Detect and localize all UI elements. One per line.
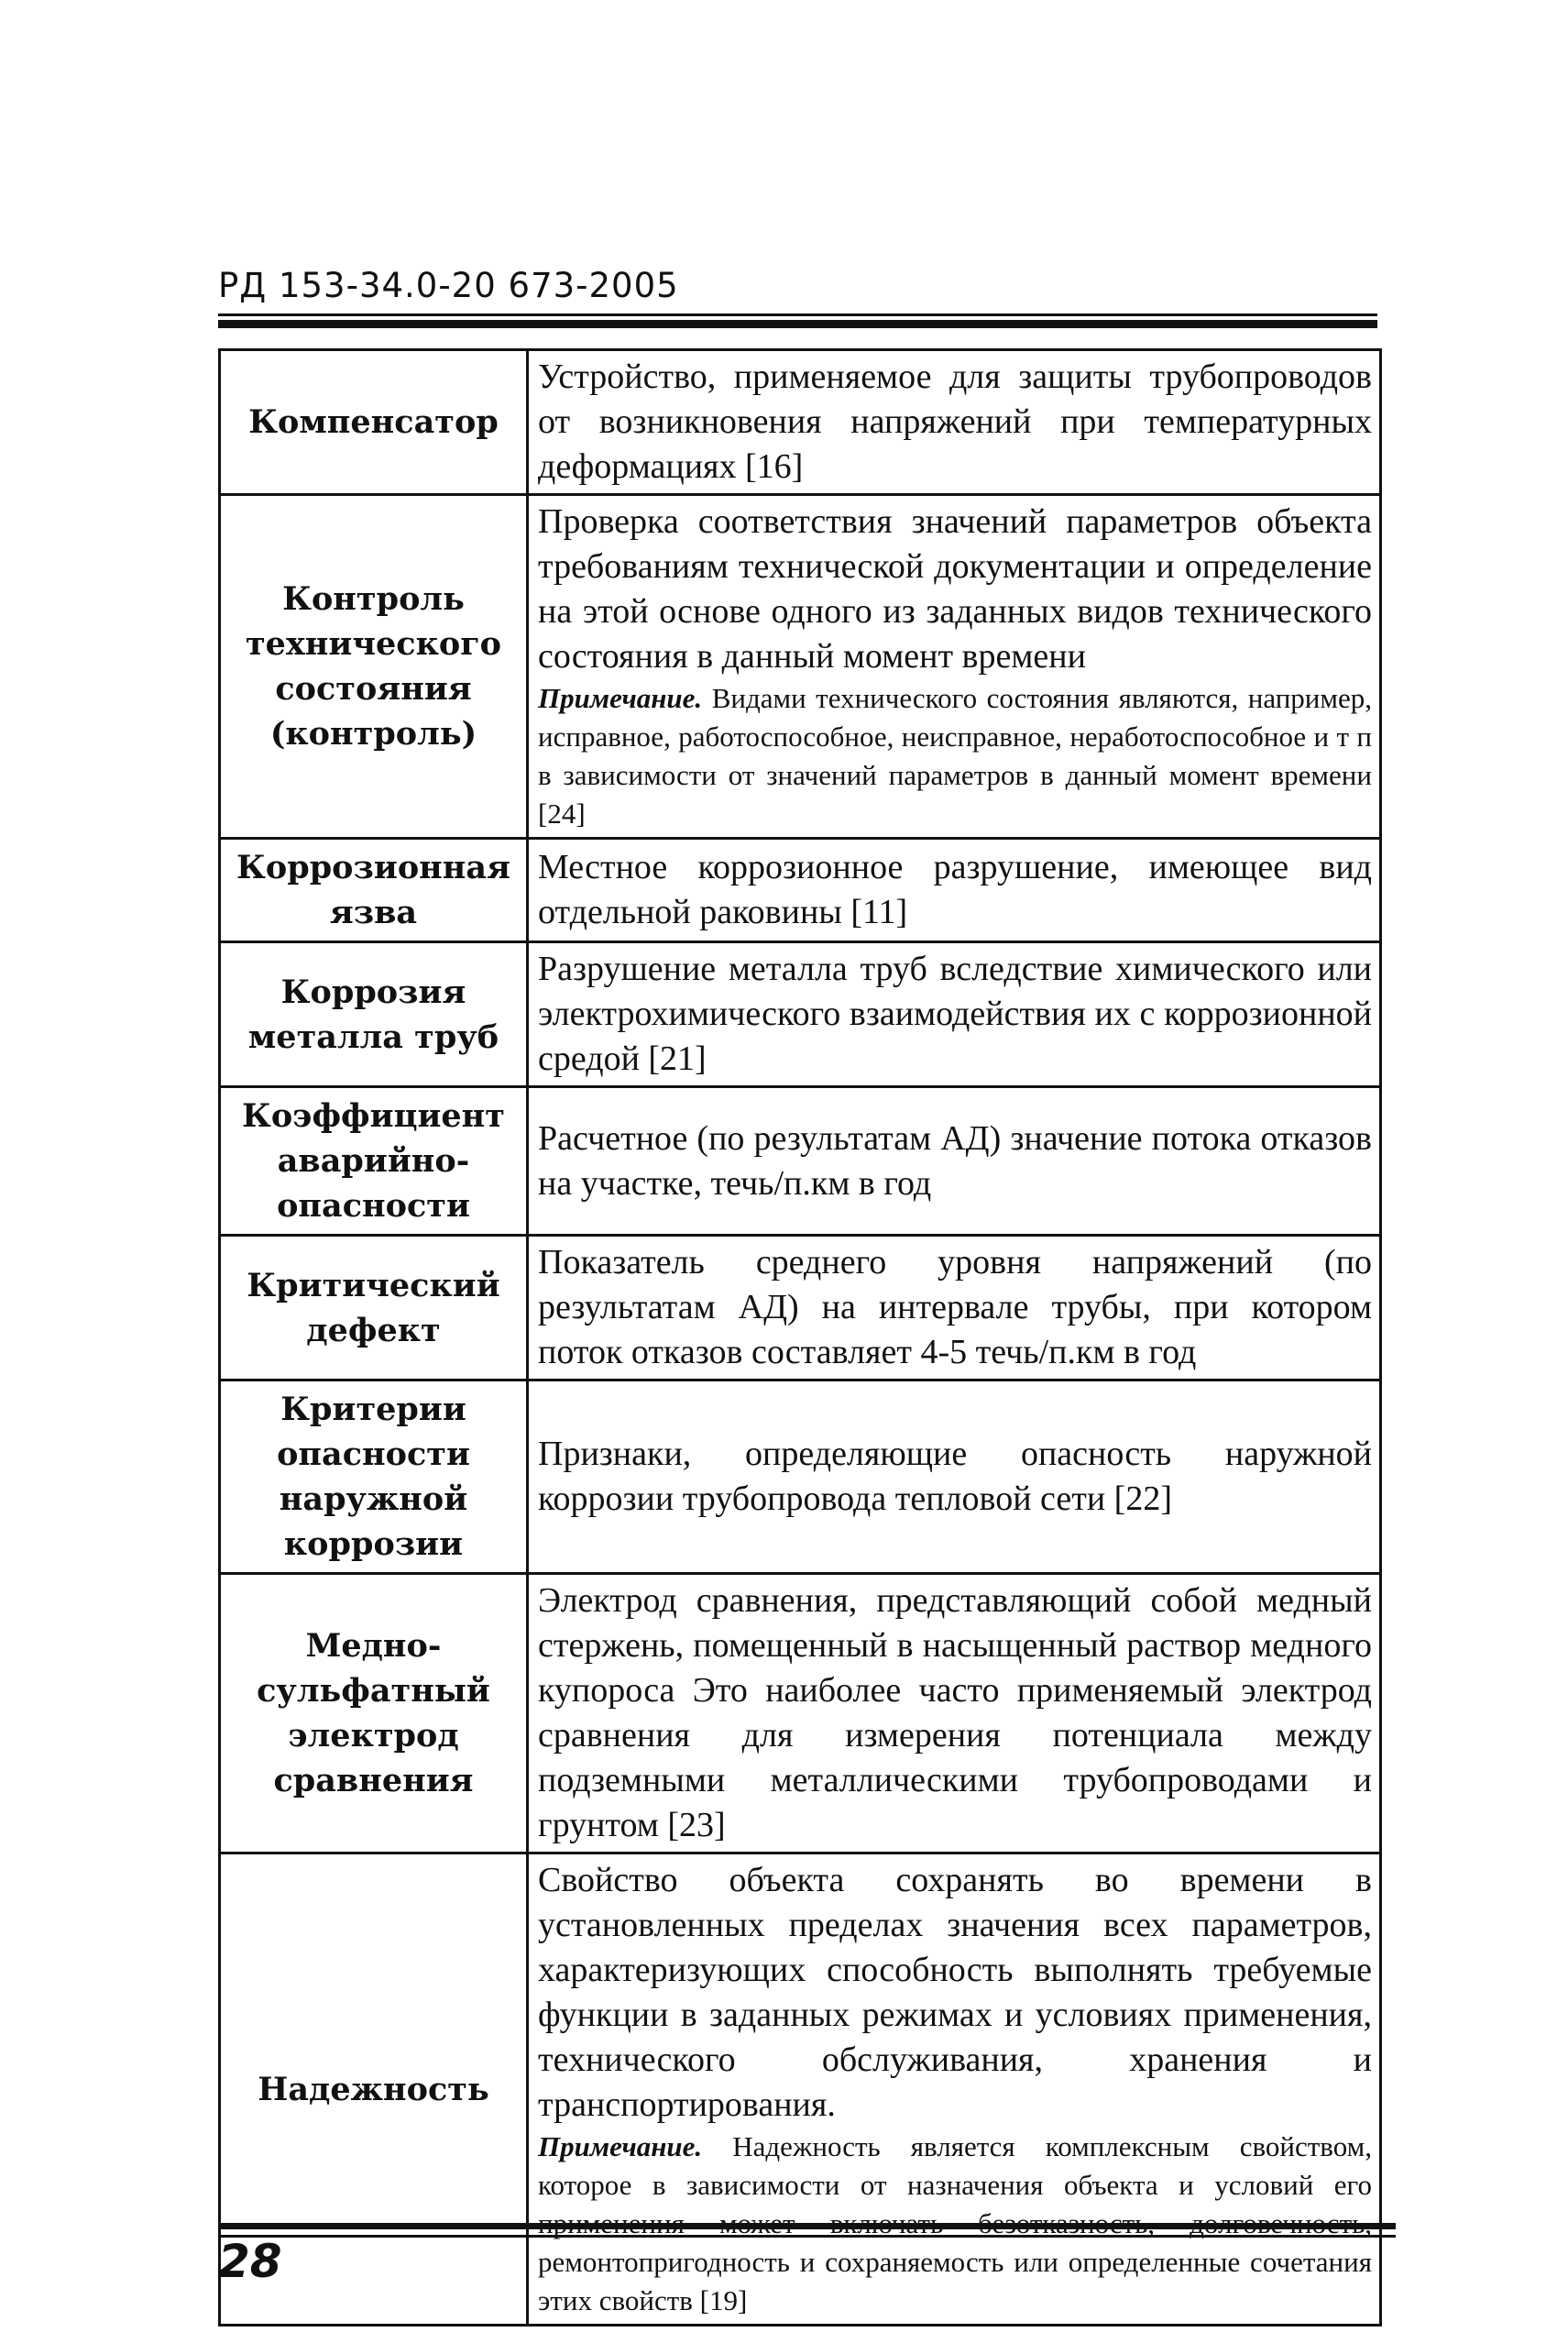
- definition-text: Местное коррозионное разрушение, имеющее вид отдельной раковины [11]: [538, 848, 1372, 931]
- page-header: [218, 264, 1377, 328]
- definition-text: Устройство, применяемое для защиты трубопроводов от возникновения напряжений при температурных деформациях [16]: [538, 358, 1372, 486]
- definition-cell: [528, 1380, 1381, 1574]
- page-footer: [218, 2223, 1396, 2287]
- term-cell: Коррозионная язва: [220, 839, 528, 942]
- definition-text: Разрушение металла труб вследствие химического или электрохимического взаимодействия их с коррозионной средой [21]: [538, 950, 1372, 1078]
- note-text: Видами технического состояния являются, например, исправное, работоспособное, неисправное, неработоспособное и т п в зависимости от значений параметров в данный момент времени [24]: [538, 682, 1372, 830]
- table-row: [220, 839, 1381, 942]
- document-code: РД 153-34.0-20 673-2005: [218, 266, 679, 305]
- table-row: [220, 495, 1381, 839]
- note-label: Примечание.: [538, 2130, 703, 2162]
- term-cell: Критический дефект: [220, 1236, 528, 1380]
- term-cell: Надежность: [220, 1854, 528, 2326]
- table-row: [220, 1087, 1381, 1236]
- definition-cell: [528, 1236, 1381, 1380]
- definition-cell: [528, 1574, 1381, 1854]
- definition-cell: [528, 495, 1381, 839]
- footer-rule-thick: [218, 2223, 1396, 2229]
- term-cell: Коррозия металла труб: [220, 942, 528, 1087]
- terms-table: [218, 348, 1382, 2326]
- definition-cell: [528, 350, 1381, 495]
- term-cell: Коэффициент аварийно-опасности: [220, 1087, 528, 1236]
- definition-text: Электрод сравнения, представляющий собой медный стержень, помещенный в насыщенный раствор медного купороса Это наиболее часто применяемый электрод сравнения для измерения потенциала между подземными металлическими трубопроводами и грунтом [23]: [538, 1581, 1372, 1844]
- definition-text: Признаки, определяющие опасность наружной коррозии трубопровода тепловой сети [22]: [538, 1435, 1372, 1518]
- term-cell: Контроль технического состояния (контроль): [220, 495, 528, 839]
- definition-cell: [528, 1087, 1381, 1236]
- note-label: Примечание.: [538, 682, 703, 714]
- header-rule-thin: [218, 314, 1377, 316]
- table-row: [220, 350, 1381, 495]
- term-cell: Компенсатор: [220, 350, 528, 495]
- table-row: [220, 1574, 1381, 1854]
- definition-cell: [528, 839, 1381, 942]
- definition-text: Показатель среднего уровня напряжений (по результатам АД) на интервале трубы, при котором поток отказов составляет 4-5 течь/п.км в год: [538, 1243, 1372, 1371]
- header-rule-thick: [218, 320, 1377, 328]
- term-cell: Медно-сульфатный электрод сравнения: [220, 1574, 528, 1854]
- definition-text: Расчетное (по результатам АД) значение потока отказов на участке, течь/п.км в год: [538, 1118, 1372, 1203]
- definition-text: Свойство объекта сохранять во времени в установленных пределах значения всех параметров, характеризующих способность выполнять требуемые функции в заданных режимах и условиях применения, технического обслуживания, хранения и транспортирования.: [538, 1861, 1372, 2124]
- definition-cell: [528, 942, 1381, 1087]
- term-cell: Критерии опасности наружной коррозии: [220, 1380, 528, 1574]
- note-text: Надежность является комплексным свойством, которое в зависимости от назначения объекта и условий его ремонтопригодность и сохраняемость или определенные сочетания этих свойств [19]: [538, 2130, 1372, 2316]
- table-row: [220, 942, 1381, 1087]
- note: [538, 679, 1372, 833]
- definition-text: Проверка соответствия значений параметров объекта требованиям технической документации и определение на этой основе одного из заданных видов технического состояния в данный момент времени: [538, 502, 1372, 676]
- page-number: 28: [218, 2235, 282, 2288]
- table-row: [220, 1236, 1381, 1380]
- table-row: [220, 1380, 1381, 1574]
